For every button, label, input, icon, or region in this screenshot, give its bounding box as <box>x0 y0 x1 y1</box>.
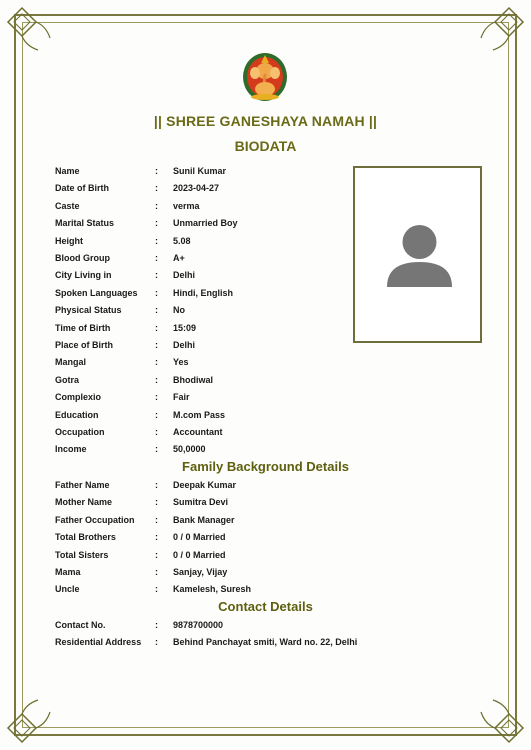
row-label: Mangal <box>55 357 87 368</box>
row-label: Residential Address <box>55 637 142 647</box>
row-separator: : <box>155 374 158 385</box>
row-separator: : <box>155 480 158 490</box>
row-separator: : <box>155 340 158 350</box>
row-value: 50,0000 <box>173 444 206 455</box>
row-separator: : <box>155 218 158 229</box>
row-value: Sunil Kumar <box>173 166 227 176</box>
row-separator: : <box>155 287 158 298</box>
row-value: Fair <box>173 392 190 403</box>
user-avatar-icon <box>387 225 452 287</box>
row-separator: : <box>155 253 158 263</box>
row-value: Sanjay, Vijay <box>173 567 228 577</box>
row-label: Time of Birth <box>55 322 111 333</box>
row-value: Accountant <box>173 427 223 437</box>
row-label: Father Name <box>55 480 110 490</box>
row-label: Spoken Languages <box>55 287 138 298</box>
row-value: Hindi, English <box>173 287 233 298</box>
corner-ornament-icon <box>477 696 527 746</box>
row-separator: : <box>155 166 158 176</box>
row-separator: : <box>155 497 158 508</box>
row-separator: : <box>155 305 158 316</box>
row-value: 15:09 <box>173 322 197 333</box>
row-value: Bhodiwal <box>173 374 213 385</box>
row-separator: : <box>155 549 158 560</box>
row-label: Occupation <box>55 427 105 437</box>
row-label: Physical Status <box>55 305 122 316</box>
row-value: Kamelesh, Suresh <box>173 584 252 595</box>
row-value: 9878700000 <box>173 619 224 630</box>
row-label: Place of Birth <box>55 340 114 350</box>
row-value: Sumitra Devi <box>173 497 229 508</box>
row-label: Father Occupation <box>55 514 135 525</box>
row-separator: : <box>155 409 158 420</box>
ganesha-icon <box>241 51 289 103</box>
row-separator: : <box>155 427 158 437</box>
row-label: Name <box>55 166 80 176</box>
row-separator: : <box>155 637 158 647</box>
row-value: Delhi <box>173 340 196 350</box>
row-label: Total Brothers <box>55 532 116 543</box>
row-value: Behind Panchayat smiti, Ward no. 22, Delhi <box>173 637 358 647</box>
row-value: No <box>173 305 185 316</box>
row-value: M.com Pass <box>173 409 226 420</box>
row-value: Deepak Kumar <box>173 480 237 490</box>
row-value: 0 / 0 Married <box>173 532 226 543</box>
row-value: verma <box>173 200 200 211</box>
row-value: 2023-04-27 <box>173 183 220 194</box>
row-separator: : <box>155 567 158 577</box>
row-value: Yes <box>173 357 189 368</box>
row-separator: : <box>155 584 158 595</box>
row-label: Education <box>55 409 99 420</box>
row-label: Contact No. <box>55 619 106 630</box>
row-separator: : <box>155 200 158 211</box>
row-label: Caste <box>55 200 80 211</box>
contact-section-heading: Contact Details <box>218 599 313 614</box>
row-value: Delhi <box>173 270 196 281</box>
corner-ornament-icon <box>4 4 54 54</box>
row-label: Mama <box>55 567 81 577</box>
row-value: Bank Manager <box>173 514 235 525</box>
row-separator: : <box>155 270 158 281</box>
row-value: 5.08 <box>173 235 191 246</box>
row-label: Income <box>55 444 87 455</box>
row-separator: : <box>155 322 158 333</box>
row-label: Uncle <box>55 584 80 595</box>
row-label: Height <box>55 235 83 246</box>
row-value: A+ <box>173 253 185 263</box>
row-label: Total Sisters <box>55 549 109 560</box>
row-separator: : <box>155 357 158 368</box>
row-label: Date of Birth <box>55 183 109 194</box>
page-title: BIODATA <box>234 138 297 154</box>
row-separator: : <box>155 183 158 194</box>
row-separator: : <box>155 532 158 543</box>
row-separator: : <box>155 514 158 525</box>
row-label: Blood Group <box>55 253 110 263</box>
row-separator: : <box>155 392 158 403</box>
corner-ornament-icon <box>4 696 54 746</box>
family-section-heading: Family Background Details <box>182 459 349 474</box>
row-value: Unmarried Boy <box>173 218 238 229</box>
row-label: Complexio <box>55 392 102 403</box>
row-label: City Living in <box>55 270 112 281</box>
row-label: Mother Name <box>55 497 113 508</box>
row-label: Marital Status <box>55 218 115 229</box>
corner-ornament-icon <box>477 4 527 54</box>
mantra-heading: || SHREE GANESHAYA NAMAH || <box>153 113 378 129</box>
row-separator: : <box>155 444 158 455</box>
row-label: Gotra <box>55 374 80 385</box>
row-value: 0 / 0 Married <box>173 549 226 560</box>
row-separator: : <box>155 619 158 630</box>
profile-photo-frame[interactable] <box>353 166 482 343</box>
row-separator: : <box>155 235 158 246</box>
